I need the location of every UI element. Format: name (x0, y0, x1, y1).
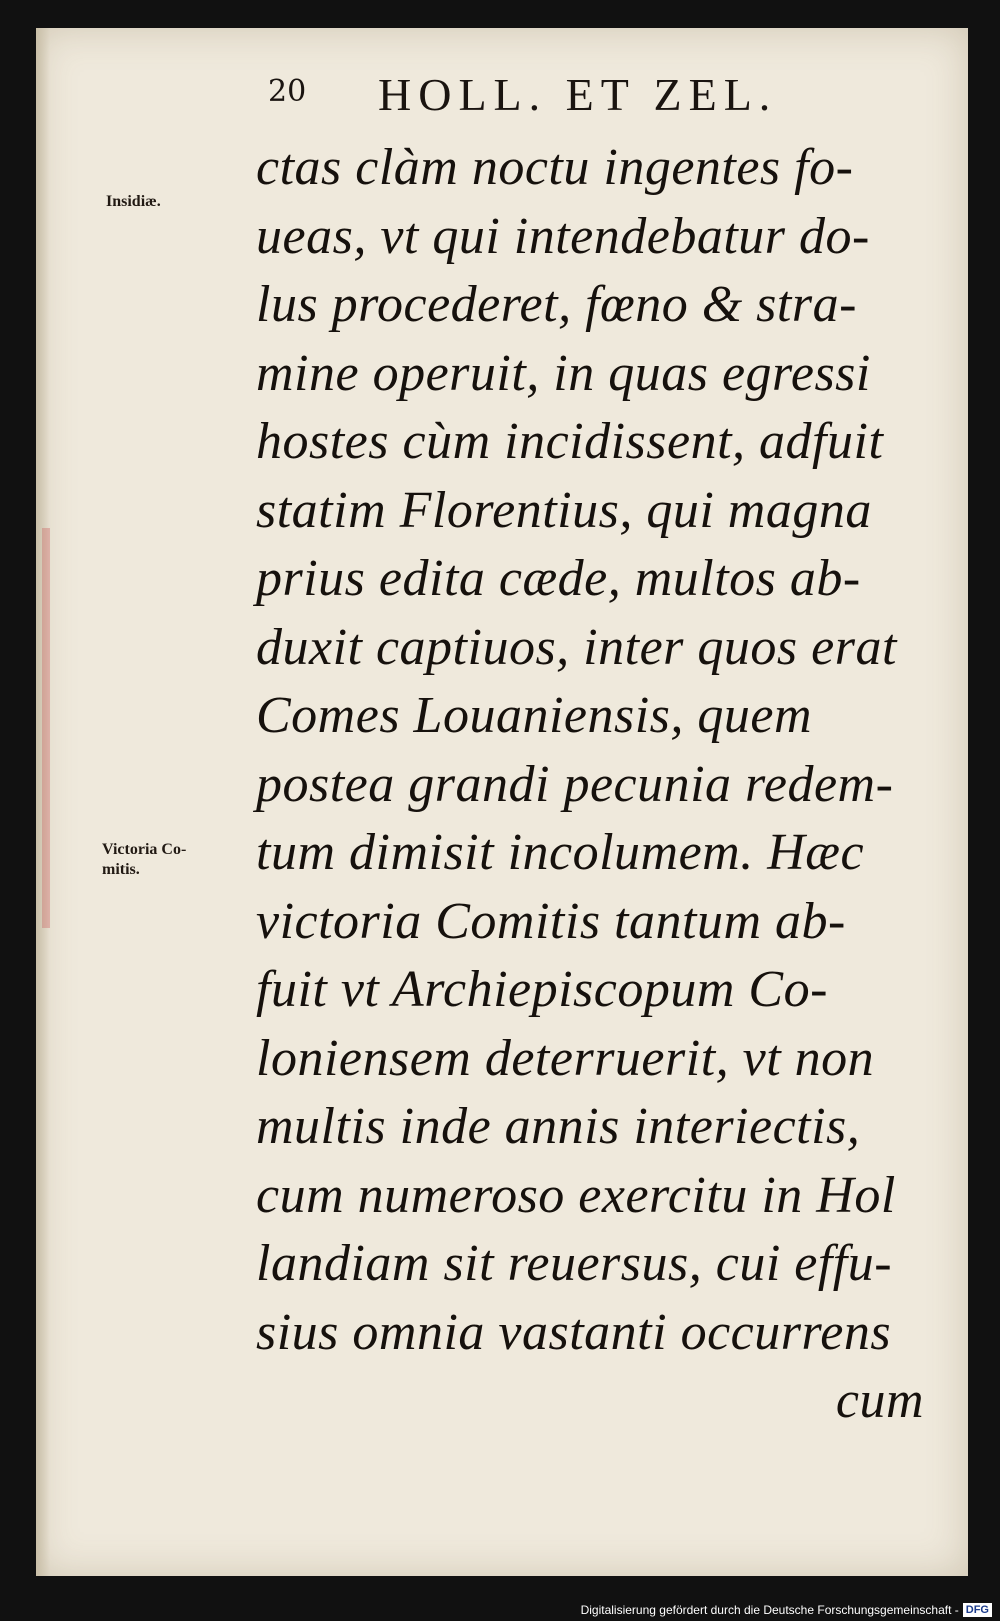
book-page (36, 28, 968, 1576)
text-line: tum dimisit incolumem. Hæc (256, 824, 865, 881)
text-line: Comes Louaniensis, quem (256, 687, 813, 744)
margin-note-victoria: Victoria Co- mitis. (102, 841, 187, 878)
text-line: multis inde annis interiectis, (256, 1098, 861, 1155)
text-line: fuit vt Archiepiscopum Co- (256, 961, 828, 1018)
text-line: postea grandi pecunia redem- (256, 755, 894, 813)
text-line: prius edita cæde, multos ab- (256, 550, 861, 607)
text-line: victoria Comitis tantum ab- (256, 892, 846, 950)
page-stain (42, 528, 50, 928)
text-line: mine operuit, in quas egressi (256, 344, 871, 402)
digitization-footer (581, 1603, 992, 1617)
catchword: cum (835, 1372, 924, 1429)
body-text (256, 134, 946, 1436)
footer-credit: Digitalisierung gefördert durch die Deutsche Forschungsgemeinschaft - (580, 1603, 959, 1617)
text-line: ctas clàm noctu ingentes fo- (256, 139, 854, 196)
margin-note-insidiae: Insidiæ. (106, 193, 161, 210)
text-line: hostes cùm incidissent, adfuit (256, 413, 884, 470)
running-head-title: HOLL. ET ZEL. (378, 69, 778, 120)
text-line: cum numeroso exercitu in Hol (256, 1166, 896, 1224)
text-line: statim Florentius, qui magna (256, 481, 872, 539)
text-line: loniensem deterruerit, vt non (256, 1029, 875, 1087)
text-line: lus procederet, fœno & stra- (256, 276, 857, 333)
page-number: 20 (268, 74, 307, 109)
text-line: sius omnia vastanti occurrens (256, 1303, 892, 1361)
dfg-logo-icon: DFG (963, 1603, 992, 1617)
text-line: duxit captiuos, inter quos erat (256, 618, 897, 676)
text-line: ueas, vt qui intendebatur do- (256, 207, 870, 265)
running-head (268, 68, 888, 128)
text-line: landiam sit reuersus, cui effu- (256, 1235, 893, 1292)
